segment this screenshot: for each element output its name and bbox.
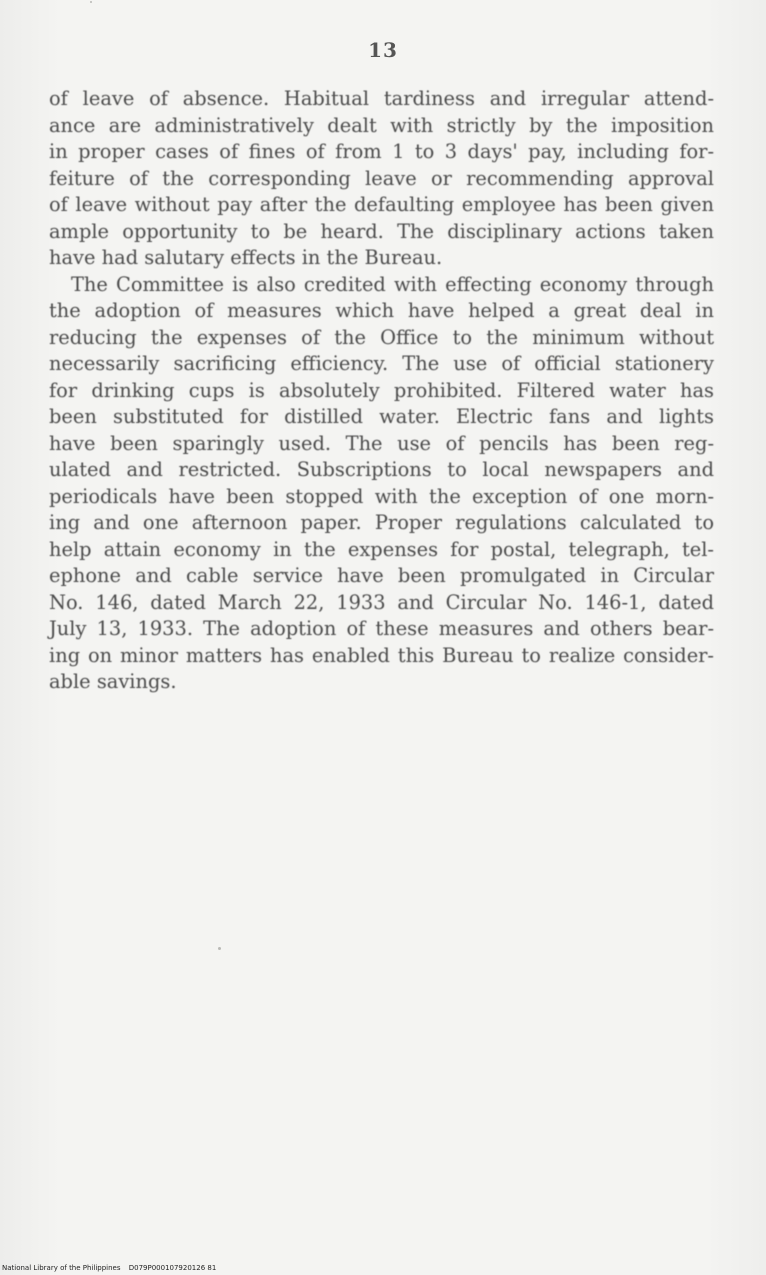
- text-line: able savings.: [49, 670, 177, 693]
- text-line: ephone and cable service have been promulgated in Circular: [49, 564, 714, 587]
- text-line: have had salutary effects in the Bureau.: [49, 246, 443, 269]
- paper-speck: [90, 1, 92, 3]
- text-line: ing on minor matters has enabled this Bureau to realize consider-: [49, 643, 714, 667]
- text-line: July 13, 1933. The adoption of these measures and others bear-: [49, 617, 714, 640]
- text-line: for drinking cups is absolutely prohibited. Filtered water has: [49, 378, 714, 402]
- text-line: ance are administratively dealt with strictly by the imposition: [49, 113, 714, 137]
- text-line: ulated and restricted. Subscriptions to local newspapers and: [49, 458, 714, 481]
- text-line: The Committee is also credited with effecting economy through: [71, 272, 714, 296]
- paragraph-2: [49, 272, 714, 696]
- footer-code: D079P000107920126 81: [128, 1264, 217, 1272]
- text-line: been substituted for distilled water. Electric fans and lights: [49, 405, 714, 428]
- text-line: of leave without pay after the defaulting employee has been given: [49, 193, 714, 216]
- text-line: have been sparingly used. The use of pencils has been reg-: [49, 431, 714, 455]
- text-line: feiture of the corresponding leave or recommending approval: [49, 166, 714, 190]
- paper-speck: [218, 947, 221, 950]
- text-line: ample opportunity to be heard. The disciplinary actions taken: [49, 219, 714, 243]
- paragraph-1: [49, 86, 714, 272]
- footer-library: National Library of the Philippines: [2, 1264, 121, 1272]
- text-line: of leave of absence. Habitual tardiness and irregular attend-: [49, 87, 714, 110]
- text-line: in proper cases of fines of from 1 to 3 days' pay, including for-: [49, 140, 714, 163]
- text-line: ing and one afternoon paper. Proper regulations calculated to: [49, 511, 714, 534]
- text-line: help attain economy in the expenses for postal, telegraph, tel-: [49, 537, 714, 561]
- text-line: the adoption of measures which have helped a great deal in: [49, 299, 714, 322]
- scan-footer: [2, 1264, 216, 1272]
- body-text: [49, 86, 714, 696]
- text-line: necessarily sacrificing efficiency. The use of official stationery: [49, 352, 714, 375]
- text-line: No. 146, dated March 22, 1933 and Circular No. 146-1, dated: [49, 590, 714, 614]
- text-line: periodicals have been stopped with the exception of one morn-: [49, 484, 714, 508]
- page-number: 13: [368, 38, 398, 62]
- text-line: reducing the expenses of the Office to the minimum without: [49, 325, 714, 349]
